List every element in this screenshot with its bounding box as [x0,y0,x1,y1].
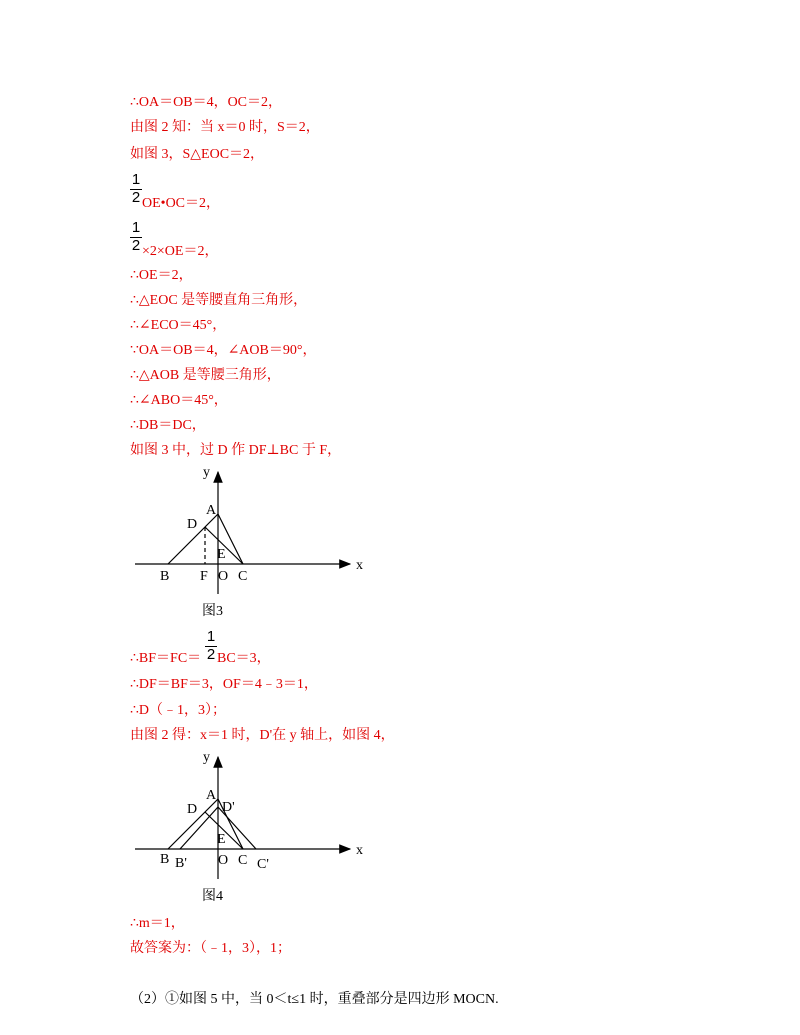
line-eoc-isosceles-right: ∴△EOC 是等腰直角三角形， [130,293,308,308]
fraction-numerator: 1 [206,628,216,645]
line-from-fig2: 由图 2 知：当 x＝0 时，S＝2， [130,120,320,135]
label-d: D [187,802,198,817]
line-part-2: （2）①如图 5 中，当 0＜t≤1 时，重叠部分是四边形 MOCN. [130,992,499,1007]
line-oe-eq-2: ∴OE＝2， [130,268,193,283]
fraction-half-2 [130,221,142,253]
line-m-eq-1: ∴m＝1， [130,916,185,931]
label-e: E [217,547,226,562]
line-db-dc: ∴DB＝DC， [130,418,206,433]
label-b: B [160,852,170,867]
line-from-fig2-x1: 由图 2 得：x＝1 时，D'在 y 轴上，如图 4， [130,728,395,743]
label-o: O [218,853,229,868]
segment-bp-dp [180,807,218,849]
label-y: y [203,465,210,480]
line-fig3-construct: 如图 3 中，过 D 作 DF⊥BC 于 F， [130,443,342,458]
figure-3-diagram [130,462,370,597]
fraction-numerator: 1 [131,171,141,188]
line-angle-abo: ∴∠ABO＝45°， [130,393,228,408]
label-x: x [356,558,363,573]
line-oa-ob-oc: ∴OA＝OB＝4，OC＝2， [130,95,283,110]
line-angle-eco: ∴∠ECO＝45°， [130,318,227,333]
label-e: E [217,832,226,847]
fraction-half-1 [130,173,142,205]
label-a: A [206,503,217,518]
label-c: C [238,853,248,868]
fraction-denominator: 2 [131,189,141,206]
figure-4-diagram [130,747,370,882]
line-df-bf: ∴DF＝BF＝3，OF＝4﹣3＝1， [130,677,318,692]
line-bf-fc-post: BC＝3， [217,651,271,666]
label-b: B [160,569,170,584]
line-d-coords: ∴D（﹣1，3）； [130,703,227,718]
line-aob-isosceles: ∴△AOB 是等腰三角形， [130,368,281,383]
label-c-prime: C' [257,857,269,872]
line-times-oe: ×2×OE＝2， [142,244,219,259]
label-o: O [218,569,229,584]
figure-3-caption: 图3 [202,604,223,619]
label-f: F [200,569,208,584]
line-area-eoc: 如图 3，S△EOC＝2， [130,147,265,162]
fraction-numerator: 1 [131,219,141,236]
line-because-oa-ob: ∵OA＝OB＝4，∠AOB＝90°， [130,343,317,358]
line-bf-fc-pre: ∴BF＝FC＝ [130,651,202,666]
label-d-prime: D' [222,800,235,815]
label-b-prime: B' [175,856,187,871]
label-y: y [203,750,210,765]
label-c: C [238,569,248,584]
figure-4-caption: 图4 [202,889,223,904]
label-x: x [356,843,363,858]
fraction-half-3 [205,630,217,662]
fraction-denominator: 2 [131,237,141,254]
label-a: A [206,788,217,803]
fraction-denominator: 2 [206,646,216,663]
label-d: D [187,517,198,532]
line-answer: 故答案为：（﹣1，3），1； [130,941,291,956]
line-oe-oc: OE•OC＝2， [142,196,221,211]
